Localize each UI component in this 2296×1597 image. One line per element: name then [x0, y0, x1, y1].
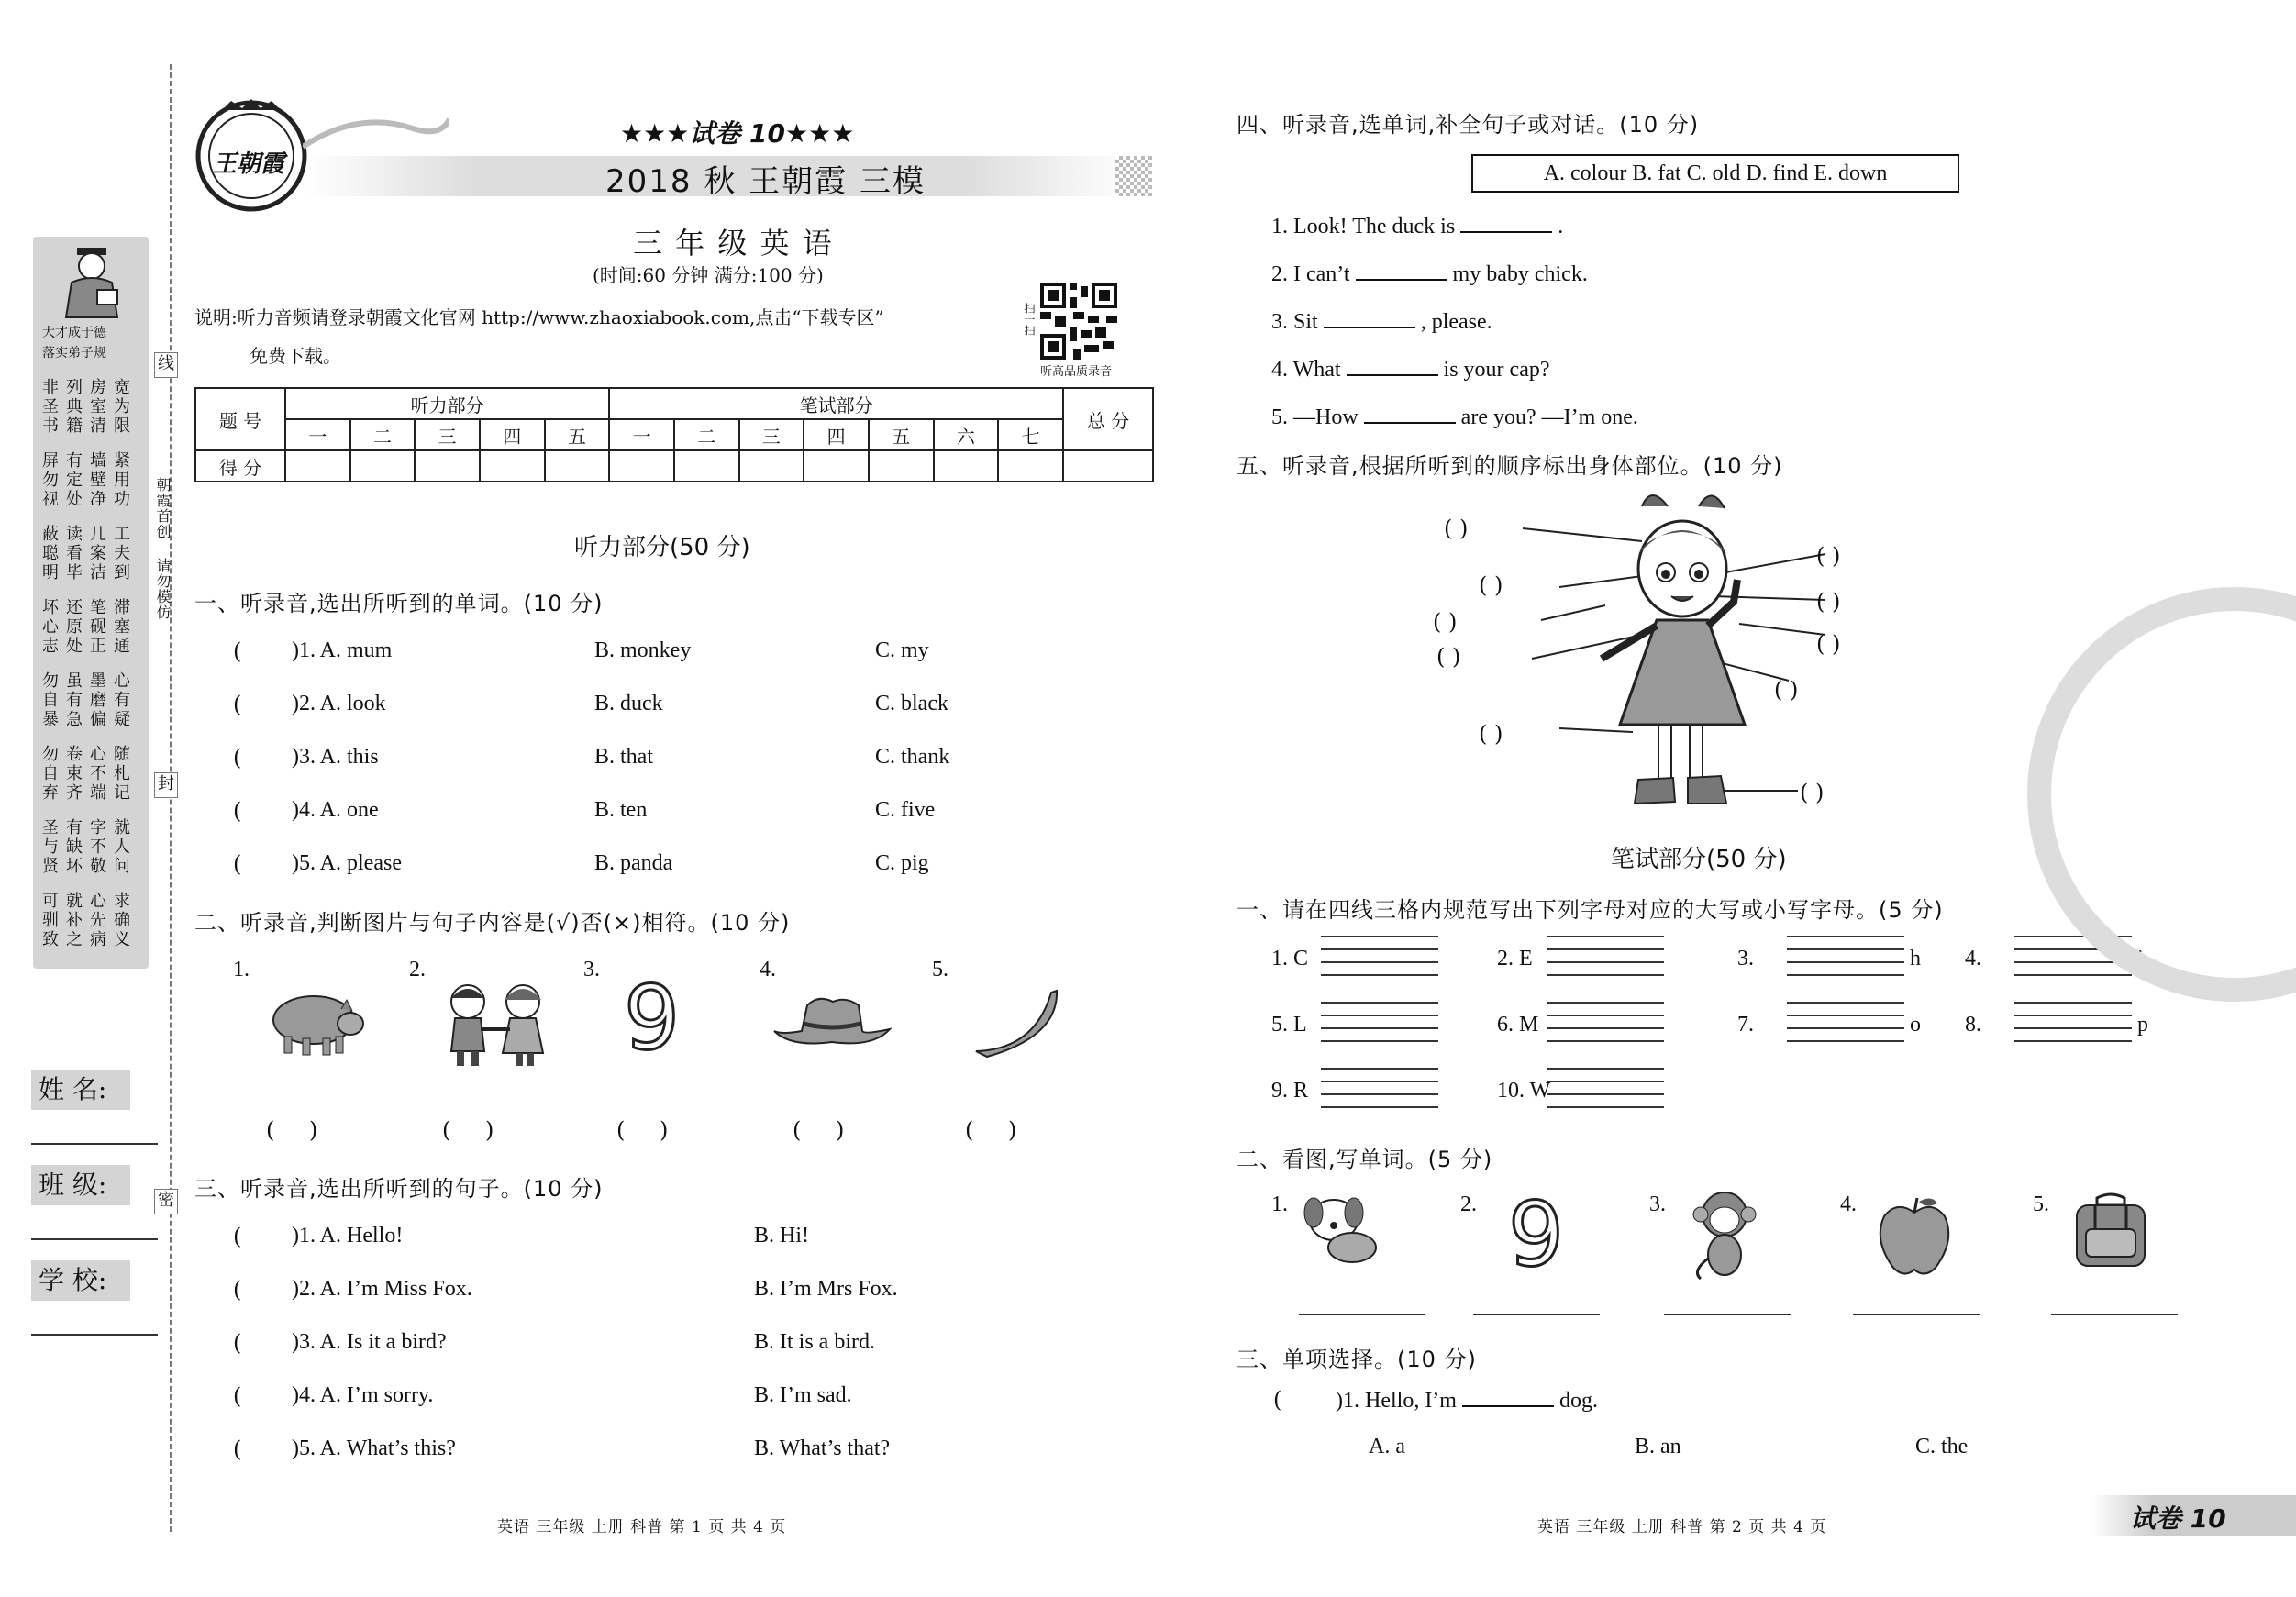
s4-question-text: 3. Sit [1271, 310, 1318, 334]
name-field[interactable] [31, 1143, 158, 1145]
score-label: 得 分 [195, 450, 285, 482]
motto-line: 蔽读几工 [42, 525, 138, 544]
w1-letter-label: 8. [1965, 1013, 1981, 1037]
vertical-note: 朝霞首创 请勿模仿 [154, 477, 172, 620]
listening-header: 听力部分 [285, 388, 609, 419]
s3-answer-paren[interactable]: ( [233, 1224, 242, 1249]
name-label: 姓 名: [31, 1070, 130, 1110]
s4-question-text: 4. What [1271, 358, 1341, 382]
four-line-grid[interactable] [1787, 1002, 1904, 1051]
s5-answer-paren[interactable]: ( ) [1479, 572, 1503, 598]
logo-text: 王朝霞 [213, 150, 285, 178]
writing-col-2: 二 [674, 419, 739, 450]
answer-line-3[interactable] [1664, 1314, 1791, 1315]
footer-right: 英语 三年级 上册 科普 第 2 页 共 4 页 [1537, 1518, 1827, 1536]
w1-letter-given: h [1910, 947, 1921, 970]
w2-number: 4. [1840, 1192, 1857, 1216]
class-label: 班 级: [31, 1165, 130, 1205]
s3-option-b[interactable]: B. I’m sad. [754, 1383, 852, 1407]
s1-option-c[interactable]: C. thank [875, 745, 950, 769]
binding-char-feng: 封 [154, 772, 178, 798]
title-bar-checker [1115, 156, 1152, 196]
s1-option-c[interactable]: C. my [875, 638, 929, 662]
writing-section-3-title: 三、单项选择。(10 分) [1237, 1347, 1477, 1372]
s5-answer-paren[interactable]: ( ) [1433, 609, 1458, 635]
s2-number: 3. [583, 958, 600, 981]
section-3-title: 三、听录音,选出所听到的句子。(10 分) [194, 1176, 604, 1202]
w3-question-1 [1336, 1387, 1598, 1414]
four-line-grid[interactable] [1547, 1002, 1664, 1051]
motto-line: 书籍清限 [42, 416, 138, 436]
word-options-box: A. colour B. fat C. old D. find E. down [1471, 154, 1959, 193]
w1-letter-label: 9. R [1271, 1079, 1309, 1103]
listening-score-1[interactable] [285, 450, 350, 482]
s3-option-a[interactable]: )4. A. I’m sorry. [292, 1383, 434, 1407]
writing-score-4[interactable] [804, 450, 869, 482]
writing-col-3: 三 [739, 419, 804, 450]
s2-number: 1. [233, 958, 250, 981]
w1-letter-label: 2. E [1497, 947, 1533, 970]
s4-question-post: my baby chick. [1452, 262, 1588, 286]
total-score[interactable] [1063, 450, 1153, 482]
w1-letter-label: 6. M [1497, 1013, 1539, 1037]
s2-number: 5. [932, 958, 948, 981]
listening-score-4[interactable] [480, 450, 545, 482]
w2-number: 5. [2033, 1192, 2049, 1216]
s1-option-c[interactable]: C. five [875, 798, 936, 822]
s3-answer-paren[interactable]: ( [233, 1383, 242, 1409]
s1-option-c[interactable]: C. black [875, 692, 948, 715]
listening-col-1: 一 [285, 419, 350, 450]
s4-question [1271, 261, 1588, 287]
motto-line: 坏还笔滞 [42, 598, 138, 617]
motto-title-1: 大才成于德 [42, 326, 106, 340]
s5-answer-paren[interactable]: ( ) [1800, 780, 1825, 805]
listening-col-3: 三 [415, 419, 480, 450]
s1-option-a[interactable]: )4. A. one [292, 798, 379, 822]
writing-title: 笔试部分(50 分) [1611, 846, 1787, 873]
s5-answer-paren[interactable]: ( ) [1816, 631, 1841, 657]
dog-picture [1303, 1192, 1385, 1270]
w3-option-b[interactable]: B. an [1635, 1435, 1681, 1458]
s3-option-a[interactable]: )1. A. Hello! [292, 1224, 404, 1248]
w3-question-1-text: )1. Hello, I’m [1336, 1389, 1457, 1413]
motto-line: 心原砚塞 [42, 617, 138, 637]
motto-line: 明毕洁到 [42, 563, 138, 582]
w3-question-1-blank[interactable] [1462, 1387, 1554, 1407]
decorative-ribbon [303, 101, 449, 156]
class-field[interactable] [31, 1238, 158, 1240]
s4-question-post: are you? —I’m one. [1460, 405, 1638, 429]
s1-option-b[interactable]: B. duck [594, 692, 663, 715]
s4-question-post: , please. [1420, 310, 1492, 334]
w1-letter-label: 5. L [1271, 1013, 1307, 1037]
w1-letter-given: i [2137, 947, 2144, 970]
s1-option-a[interactable]: )5. A. please [292, 851, 402, 875]
section-2-title: 二、听录音,判断图片与句子内容是(√)否(×)相符。(10 分) [194, 910, 791, 936]
four-line-grid[interactable] [1321, 1002, 1438, 1051]
writing-score-1[interactable] [609, 450, 674, 482]
s4-answer-blank[interactable] [1364, 404, 1456, 424]
s4-answer-blank[interactable] [1356, 261, 1447, 281]
footer-left: 英语 三年级 上册 科普 第 1 页 共 4 页 [497, 1518, 787, 1536]
binding-char-mi: 密 [154, 1189, 178, 1214]
four-line-grid[interactable] [2014, 1002, 2132, 1051]
s4-answer-blank[interactable] [1460, 213, 1552, 233]
w1-letter-label: 10. W [1497, 1079, 1551, 1103]
w2-number: 2. [1460, 1192, 1477, 1216]
answer-line-5[interactable] [2051, 1314, 2178, 1315]
s5-answer-paren[interactable]: ( ) [1816, 543, 1841, 569]
time-info: (时间:60 分钟 满分:100 分) [593, 264, 824, 286]
w1-letter-given: o [1910, 1013, 1921, 1037]
s4-question-text: 2. I can’t [1271, 262, 1350, 286]
schoolbag-picture [2068, 1192, 2154, 1273]
motto-line: 自有磨有 [42, 691, 138, 710]
motto-line: 屏有墙紧 [42, 451, 138, 471]
listening-score-5[interactable] [545, 450, 610, 482]
s1-answer-paren[interactable]: ( [233, 638, 242, 664]
note-line-1: 说明:听力音频请登录朝霞文化官网 http://www.zhaoxiabook.com,点击“下载专区” [194, 306, 884, 328]
motto-line: 暴急偏疑 [42, 710, 138, 729]
s1-option-b[interactable]: B. ten [594, 798, 648, 822]
w1-letter-label: 1. C [1271, 947, 1309, 970]
s1-answer-paren[interactable]: ( [233, 798, 242, 824]
motto-line: 贤坏敬问 [42, 857, 138, 876]
s1-option-b[interactable]: B. monkey [594, 638, 692, 662]
children-picture [431, 980, 560, 1068]
school-label: 学 校: [31, 1260, 130, 1301]
footer-tag: 试卷 10 [2130, 1503, 2226, 1534]
s4-question [1271, 308, 1492, 335]
qr-code[interactable] [1040, 283, 1117, 360]
w3-option-c[interactable]: C. the [1915, 1435, 1969, 1458]
s2-answer-paren[interactable]: ( ) [442, 1117, 494, 1143]
school-field[interactable] [31, 1334, 158, 1336]
apple-picture [1877, 1194, 1952, 1277]
w1-letter-label: 7. [1737, 1013, 1754, 1037]
answer-line-4[interactable] [1853, 1314, 1980, 1315]
s1-option-b[interactable]: B. that [594, 745, 653, 769]
s3-option-a[interactable]: )3. A. Is it a bird? [292, 1330, 447, 1354]
s3-option-b[interactable]: B. It is a bird. [754, 1330, 875, 1354]
s2-answer-paren[interactable]: ( ) [793, 1117, 845, 1143]
s3-option-b[interactable]: B. Hi! [754, 1224, 809, 1248]
binding-char-xian: 线 [154, 352, 178, 378]
writing-col-7: 七 [998, 419, 1063, 450]
score-table [194, 387, 1154, 482]
listening-title: 听力部分(50 分) [574, 534, 750, 561]
motto-line: 视处净功 [42, 490, 138, 509]
subject-title: 三 年 级 英 语 [633, 226, 834, 261]
w1-letter-given: p [2137, 1013, 2148, 1037]
w2-number-nine: 9 [1508, 1183, 1565, 1286]
section-4-title: 四、听录音,选单词,补全句子或对话。(10 分) [1237, 112, 1700, 138]
q-no-header: 题 号 [195, 388, 285, 450]
writing-score-3[interactable] [739, 450, 804, 482]
writing-score-7[interactable] [998, 450, 1063, 482]
listening-col-2: 二 [350, 419, 416, 450]
motto-line: 勿卷心随 [42, 745, 138, 764]
writing-score-2[interactable] [674, 450, 739, 482]
four-line-grid[interactable] [1547, 1068, 1664, 1117]
motto-line: 驯补先确 [42, 911, 138, 930]
s1-answer-paren[interactable]: ( [233, 692, 242, 717]
listening-col-4: 四 [480, 419, 545, 450]
series-title: 2018 秋 王朝霞 三模 [605, 163, 926, 200]
s1-option-b[interactable]: B. panda [594, 851, 673, 875]
s5-answer-paren[interactable]: ( ) [1774, 677, 1799, 703]
writing-section-1-title: 一、请在四线三格内规范写出下列字母对应的大写或小写字母。(5 分) [1237, 897, 1944, 923]
s4-question-text: 1. Look! The duck is [1271, 215, 1456, 238]
total-header: 总 分 [1063, 388, 1153, 450]
w3-paren-1[interactable]: ( [1273, 1387, 1282, 1413]
four-line-grid[interactable] [1321, 936, 1438, 985]
motto-line: 圣有字就 [42, 818, 138, 837]
motto-line: 与缺不人 [42, 837, 138, 857]
four-line-grid[interactable] [1787, 936, 1904, 985]
s4-question-post: . [1558, 215, 1564, 238]
s3-answer-paren[interactable]: ( [233, 1330, 242, 1356]
s1-answer-paren[interactable]: ( [233, 745, 242, 771]
s5-answer-paren[interactable]: ( ) [1479, 721, 1503, 747]
answer-line-1[interactable] [1299, 1314, 1425, 1315]
writing-col-5: 五 [869, 419, 934, 450]
s4-question-post: is your cap? [1443, 358, 1550, 382]
s4-answer-blank[interactable] [1347, 356, 1438, 376]
writing-score-5[interactable] [869, 450, 934, 482]
writing-section-2-title: 二、看图,写单词。(5 分) [1237, 1147, 1493, 1172]
s2-answer-paren[interactable]: ( ) [266, 1117, 318, 1143]
s2-number: 2. [409, 958, 426, 981]
s2-answer-paren[interactable]: ( ) [965, 1117, 1017, 1143]
answer-line-2[interactable] [1473, 1314, 1600, 1315]
listening-col-5: 五 [545, 419, 610, 450]
writing-header: 笔试部分 [609, 388, 1063, 419]
s1-answer-paren[interactable]: ( [233, 851, 242, 877]
s1-option-a[interactable]: )3. A. this [292, 745, 379, 769]
number-nine: 9 [624, 967, 681, 1070]
motto-line: 圣典室为 [42, 397, 138, 416]
hat-picture [772, 994, 892, 1049]
w1-letter-label: 4. [1965, 947, 1981, 970]
qr-caption: 听高品质录音 [1040, 365, 1113, 379]
scholar-illustration [48, 246, 136, 319]
girl-body-picture [1504, 488, 1853, 818]
s5-answer-paren[interactable]: ( ) [1444, 516, 1469, 541]
section-5-title: 五、听录音,根据所听到的顺序标出身体部位。(10 分) [1237, 453, 1783, 479]
motto-line: 勿定壁用 [42, 471, 138, 490]
motto-line: 志处正通 [42, 637, 138, 656]
s1-option-a[interactable]: )1. A. mum [292, 638, 393, 662]
motto-line: 聪看案夫 [42, 544, 138, 563]
s3-option-b[interactable]: B. I’m Mrs Fox. [754, 1277, 898, 1301]
motto-line: 弃齐端记 [42, 783, 138, 803]
paper-tag: ★★★试卷 10★★★ [620, 118, 855, 149]
w3-question-1-post: dog. [1558, 1389, 1598, 1413]
s1-option-a[interactable]: )2. A. look [292, 692, 386, 715]
motto-title-2: 落实弟子规 [42, 346, 106, 360]
w2-number: 1. [1271, 1192, 1288, 1216]
s1-option-c[interactable]: C. pig [875, 851, 929, 875]
w1-letter-label: 3. [1737, 947, 1754, 970]
s4-question [1271, 356, 1550, 383]
motto-line: 自束不札 [42, 764, 138, 783]
qr-side-text: 扫一扫 [1023, 303, 1036, 336]
s4-answer-blank[interactable] [1324, 308, 1415, 328]
binding-dashed-line [170, 64, 172, 1532]
s3-option-b[interactable]: B. What’s that? [754, 1436, 891, 1460]
motto-line: 可就心求 [42, 892, 138, 911]
s3-option-a[interactable]: )2. A. I’m Miss Fox. [292, 1277, 472, 1301]
s2-number: 4. [760, 958, 776, 981]
banana-picture [971, 985, 1062, 1059]
motto-line: 致之病义 [42, 930, 138, 949]
s3-answer-paren[interactable]: ( [233, 1436, 242, 1462]
s3-answer-paren[interactable]: ( [233, 1277, 242, 1303]
monkey-picture [1688, 1189, 1761, 1281]
s5-answer-paren[interactable]: ( ) [1816, 589, 1841, 615]
s4-question [1271, 213, 1563, 239]
writing-score-6[interactable] [934, 450, 999, 482]
writing-col-4: 四 [804, 419, 869, 450]
s2-answer-paren[interactable]: ( ) [616, 1117, 669, 1143]
listening-score-3[interactable] [415, 450, 480, 482]
writing-col-6: 六 [934, 419, 999, 450]
s4-question-text: 5. —How [1271, 405, 1359, 429]
s3-option-a[interactable]: )5. A. What’s this? [292, 1436, 456, 1460]
pig-picture [262, 985, 369, 1059]
w2-number: 3. [1649, 1192, 1666, 1216]
four-line-grid[interactable] [1547, 936, 1664, 985]
listening-score-2[interactable] [350, 450, 416, 482]
motto-line: 非列房宽 [42, 378, 138, 397]
writing-col-1: 一 [609, 419, 674, 450]
section-1-title: 一、听录音,选出所听到的单词。(10 分) [194, 591, 604, 616]
note-line-2: 免费下载。 [250, 345, 341, 367]
s4-question [1271, 404, 1638, 430]
w3-option-a[interactable]: A. a [1369, 1435, 1405, 1458]
s5-answer-paren[interactable]: ( ) [1436, 644, 1461, 670]
four-line-grid[interactable] [1321, 1068, 1438, 1117]
motto-line: 勿虽墨心 [42, 671, 138, 691]
